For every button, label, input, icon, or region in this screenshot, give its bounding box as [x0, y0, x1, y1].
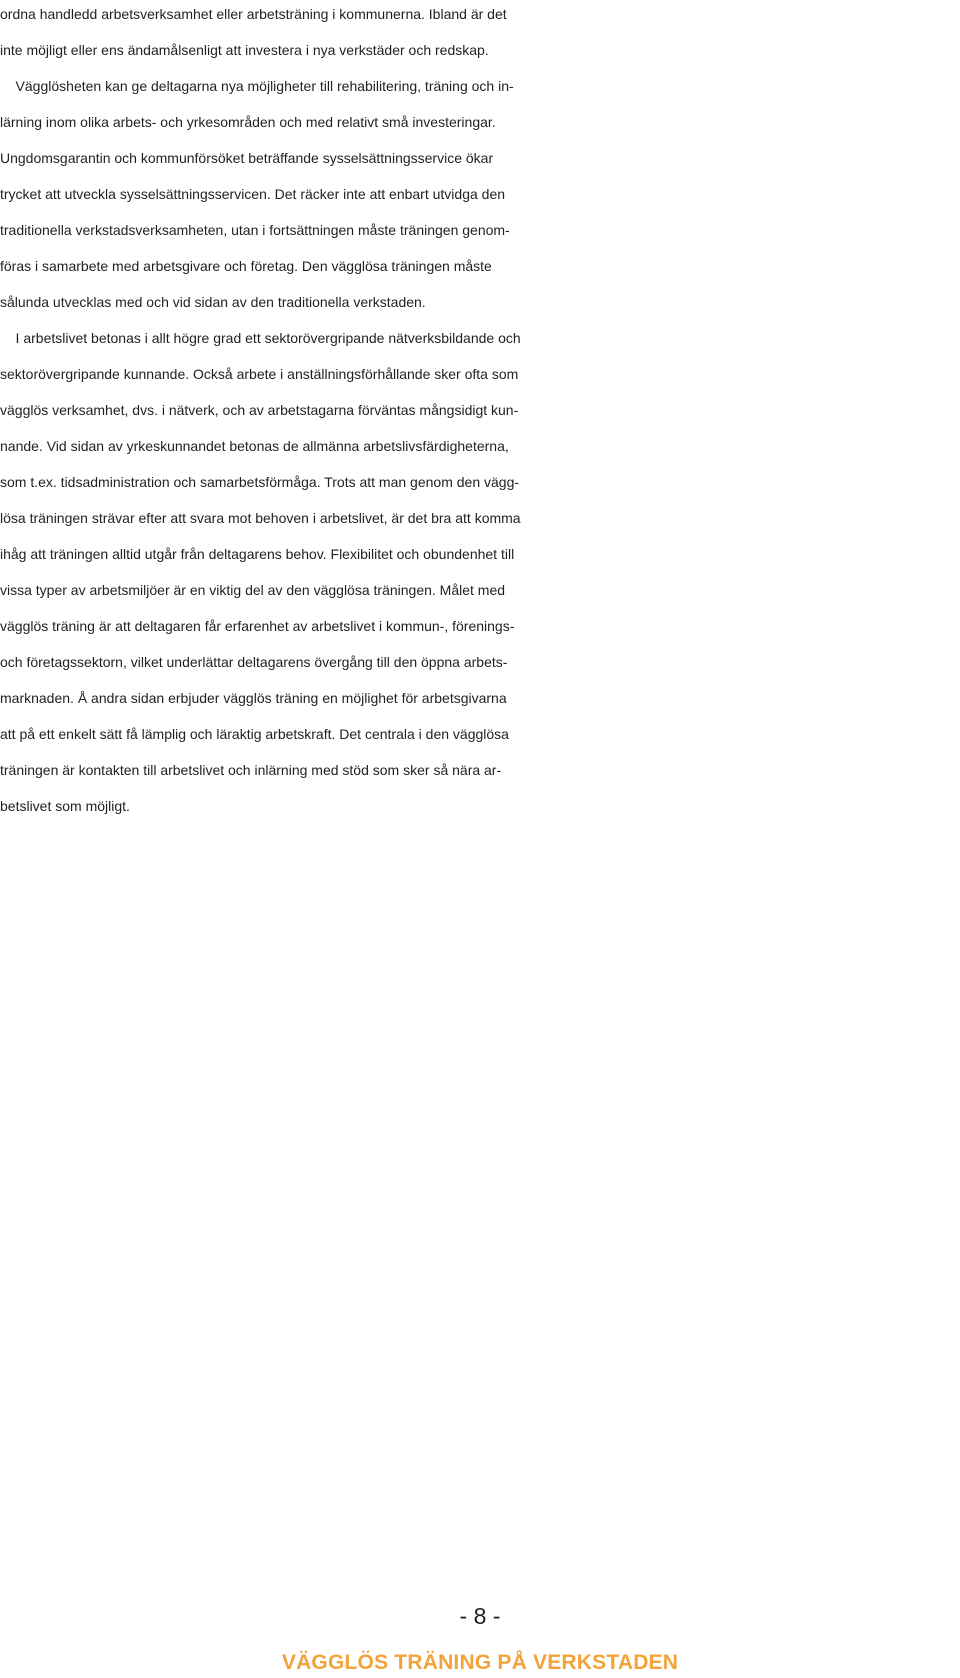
text-line-15: lösa träningen strävar efter att svara mot behoven i arbetslivet, är det bra att komma [0, 510, 521, 526]
text-line-13: nande. Vid sidan av yrkeskunnandet betonas de allmänna arbetslivsfärdigheterna, [0, 438, 509, 454]
text-line-19: och företagssektorn, vilket underlättar deltagarens övergång till den öppna arbets- [0, 654, 508, 670]
text-line-1: ordna handledd arbetsverksamhet eller arbetsträning i kommunerna. Ibland är det [0, 6, 507, 22]
text-line-9: sålunda utvecklas med och vid sidan av den traditionella verkstaden. [0, 294, 426, 310]
text-line-8: föras i samarbete med arbetsgivare och företag. Den vägglösa träningen måste [0, 258, 492, 274]
text-line-22: träningen är kontakten till arbetslivet och inlärning med stöd som sker så nära ar- [0, 762, 502, 778]
text-line-11: sektorövergripande kunnande. Också arbete i anställningsförhållande sker ofta som [0, 366, 519, 382]
page-number: - 8 - [459, 1603, 501, 1629]
text-line-6: trycket att utveckla sysselsättningsservicen. Det räcker inte att enbart utvidga den [0, 186, 506, 202]
text-line-7: traditionella verkstadsverksamheten, utan i fortsättningen måste träningen genom- [0, 222, 510, 238]
text-line-17: vissa typer av arbetsmiljöer är en viktig del av den vägglösa träningen. Målet med [0, 582, 506, 598]
footer-title: VÄGGLÖS TRÄNING PÅ VERKSTADEN [281, 1651, 679, 1674]
text-line-18: vägglös träning är att deltagaren får erfarenhet av arbetslivet i kommun-, förenings- [0, 618, 515, 634]
text-line-23: betslivet som möjligt. [0, 798, 130, 814]
text-line-5: Ungdomsgarantin och kommunförsöket beträffande sysselsättningsservice ökar [0, 150, 494, 166]
text-line-4: lärning inom olika arbets- och yrkesområden och med relativt små investeringar. [0, 114, 496, 130]
text-line-2: inte möjligt eller ens ändamålsenligt att investera i nya verkstäder och redskap. [0, 42, 489, 58]
text-line-12: vägglös verksamhet, dvs. i nätverk, och av arbetstagarna förväntas mångsidigt kun- [0, 402, 519, 418]
text-line-21: att på ett enkelt sätt få lämplig och läraktig arbetskraft. Det centrala i den vägglösa [0, 726, 509, 742]
text-line-16: ihåg att träningen alltid utgår från deltagarens behov. Flexibilitet och obundenhet till [0, 546, 515, 562]
text-line-14: som t.ex. tidsadministration och samarbetsförmåga. Trots att man genom den vägg- [0, 474, 520, 490]
text-line-10: I arbetslivet betonas i allt högre grad ett sektorövergripande nätverksbildande och [0, 330, 521, 346]
text-line-3: Vägglösheten kan ge deltagarna nya möjligheter till rehabilitering, träning och in- [0, 78, 514, 94]
text-line-20: marknaden. Å andra sidan erbjuder vägglös träning en möjlighet för arbetsgivarna [0, 690, 507, 706]
